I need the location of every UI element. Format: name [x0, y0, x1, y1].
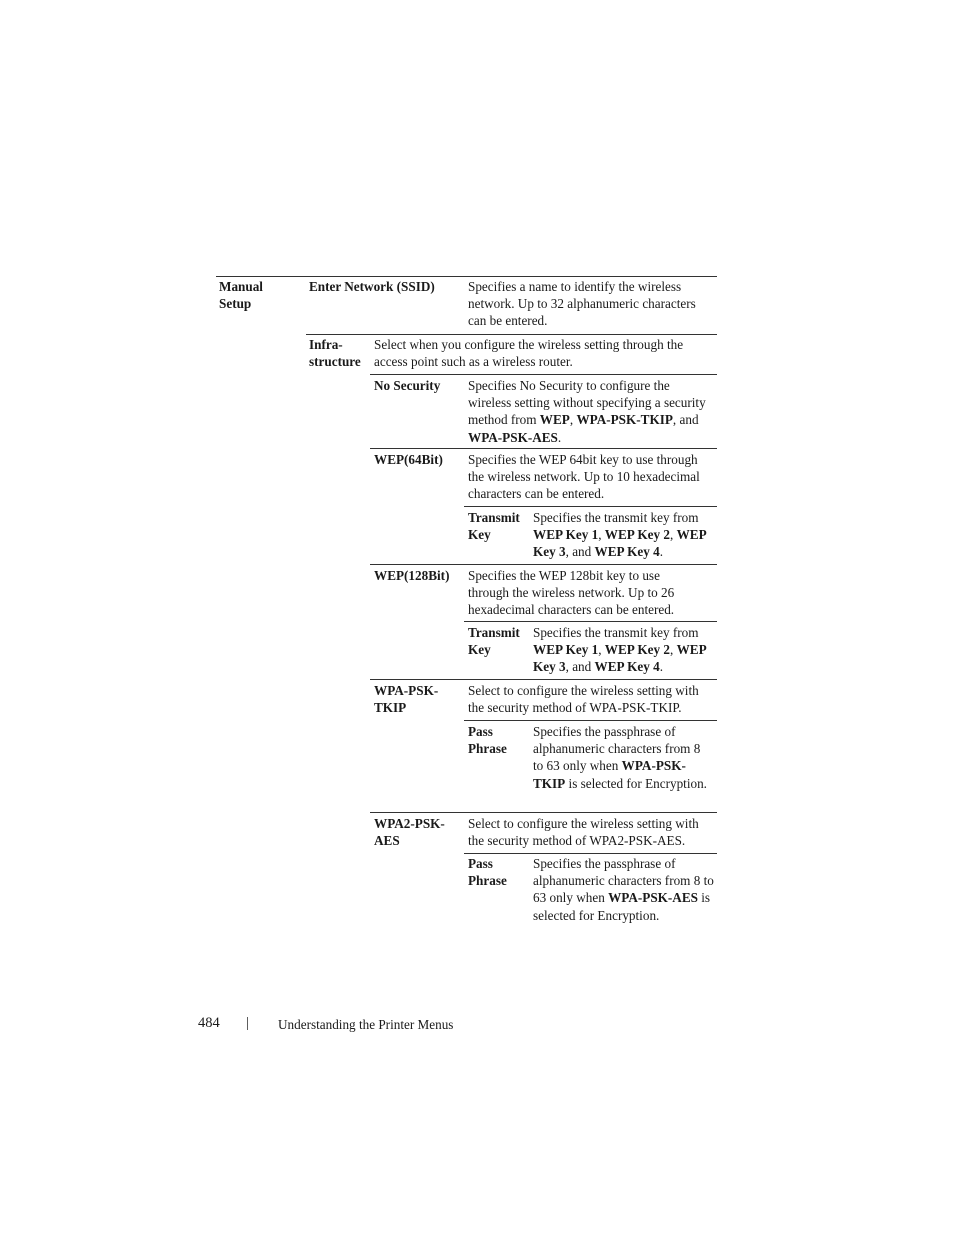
wep64-transmit-line2: Key [468, 527, 491, 543]
wep128-label: WEP(128Bit) [374, 568, 450, 583]
infrastructure-label [309, 336, 369, 370]
footer-section-title: Understanding the Printer Menus [278, 1017, 454, 1032]
wep64-key3: WEP Key 3 [533, 527, 706, 560]
wep128-key2: WEP Key 2 [604, 642, 670, 658]
infrastructure-line1: Infra- [309, 337, 343, 352]
no-security-sep1: , [569, 412, 577, 428]
wpa2-aes-pass-label [468, 855, 530, 889]
wep128-transmit-a: Specifies the transmit key from [533, 625, 699, 640]
rule-wep64-transmit [464, 506, 717, 507]
rule-wpa-tkip [370, 679, 717, 680]
no-security-label: No Security [374, 378, 441, 393]
wep64-sep2: , [670, 527, 674, 543]
wep128-sep2: , [670, 642, 674, 658]
wep128-transmit-line2: Key [468, 642, 491, 658]
wep128-sep1: , [598, 642, 605, 658]
wpa2-aes-pass-b: WPA-PSK-AES [608, 890, 698, 906]
rule-infrastructure [306, 334, 717, 335]
wpa2-aes-pass-a: Specifies the passphrase of alphanumeric characters from 8 to 63 only when [533, 856, 714, 906]
wpa-tkip-line1: WPA-PSK- [374, 683, 439, 698]
no-security-sep2: , and [672, 412, 699, 428]
wep64-desc: Specifies the WEP 64bit key to use through the wireless network. Up to 10 hexadecimal characters can be entered. [468, 452, 700, 502]
wep128-transmit-label [468, 624, 530, 658]
wpa2-aes-pass-desc [533, 855, 715, 924]
wep128-key1: WEP Key 1 [533, 642, 599, 658]
wpa-tkip-pass-line2: Phrase [468, 741, 507, 757]
no-security-wpa-aes: WPA-PSK-AES [468, 429, 558, 445]
wep64-key4: WEP Key 4 [594, 544, 660, 560]
wpa2-aes-desc: Select to configure the wireless setting with the security method of WPA2-PSK-AES. [468, 816, 699, 849]
no-security-desc [468, 377, 712, 446]
wep64-transmit-a: Specifies the transmit key from [533, 510, 699, 525]
wep64-transmit-label [468, 509, 530, 543]
rule-top [216, 276, 717, 277]
wep64-key1: WEP Key 1 [533, 527, 599, 543]
wep64-transmit-line1: Transmit [468, 510, 520, 525]
wep64-key2: WEP Key 2 [604, 527, 670, 543]
wpa2-aes-pass-c: is selected for Encryption. [533, 890, 711, 923]
rule-wpa2-aes [370, 812, 717, 813]
rule-wep128-transmit [464, 621, 717, 622]
footer-separator: | [246, 1015, 249, 1031]
wpa-tkip-pass-b: WPA-PSK-TKIP [533, 758, 686, 791]
wep64-sep1: , [598, 527, 605, 543]
wpa-tkip-line2: TKIP [374, 700, 407, 716]
rule-wpa-tkip-pass [464, 720, 717, 721]
wpa2-aes-label [374, 815, 466, 849]
manual-setup-label [219, 278, 303, 312]
wpa-tkip-pass-a: Specifies the passphrase of alphanumeric characters from 8 to 63 only when [533, 724, 701, 774]
wpa-tkip-pass-label [468, 723, 530, 757]
no-security-wpa-tkip: WPA-PSK-TKIP [576, 412, 673, 428]
rule-wep64 [370, 448, 717, 449]
wpa-tkip-desc: Select to configure the wireless setting with the security method of WPA-PSK-TKIP. [468, 683, 699, 716]
no-security-wep: WEP [539, 412, 570, 428]
wpa-tkip-pass-c: is selected for Encryption. [565, 775, 707, 791]
infrastructure-desc: Select when you configure the wireless setting through the access point such as a wireless router. [374, 337, 684, 370]
page-number: 484 [198, 1015, 220, 1031]
enter-network-label: Enter Network (SSID) [309, 279, 435, 294]
rule-no-security [370, 374, 717, 375]
wpa-tkip-label [374, 682, 466, 716]
no-security-end: . [557, 429, 562, 445]
infrastructure-line2: structure [309, 354, 361, 370]
wep128-key4: WEP Key 4 [594, 659, 660, 675]
wep64-transmit-desc [533, 509, 717, 561]
wep64-sep3: , and [565, 544, 595, 560]
enter-network-desc: Specifies a name to identify the wireless network. Up to 32 alphanumeric characters can be entered. [468, 279, 696, 329]
wep128-key3: WEP Key 3 [533, 642, 706, 675]
wpa2-aes-line2: AES [374, 833, 400, 849]
manual-setup-line2: Setup [219, 296, 252, 312]
rule-wpa2-aes-pass [464, 853, 717, 854]
no-security-desc-a: Specifies No Security to configure the wireless setting without specifying a security method from [468, 378, 706, 428]
wpa2-aes-pass-line1: Pass [468, 856, 493, 871]
wpa2-aes-pass-line2: Phrase [468, 873, 507, 889]
wpa-tkip-pass-line1: Pass [468, 724, 493, 739]
rule-wep128 [370, 564, 717, 565]
wep64-label: WEP(64Bit) [374, 452, 443, 467]
wep128-desc: Specifies the WEP 128bit key to use through the wireless network. Up to 26 hexadecimal characters can be entered. [468, 568, 675, 618]
wpa-tkip-pass-desc [533, 723, 713, 792]
manual-setup-line1: Manual [219, 279, 263, 294]
wep128-sep3: , and [565, 659, 595, 675]
wep64-end: . [659, 544, 664, 560]
wpa2-aes-line1: WPA2-PSK- [374, 816, 445, 831]
wep128-transmit-line1: Transmit [468, 625, 520, 640]
wep128-end: . [659, 659, 664, 675]
wep128-transmit-desc [533, 624, 717, 676]
